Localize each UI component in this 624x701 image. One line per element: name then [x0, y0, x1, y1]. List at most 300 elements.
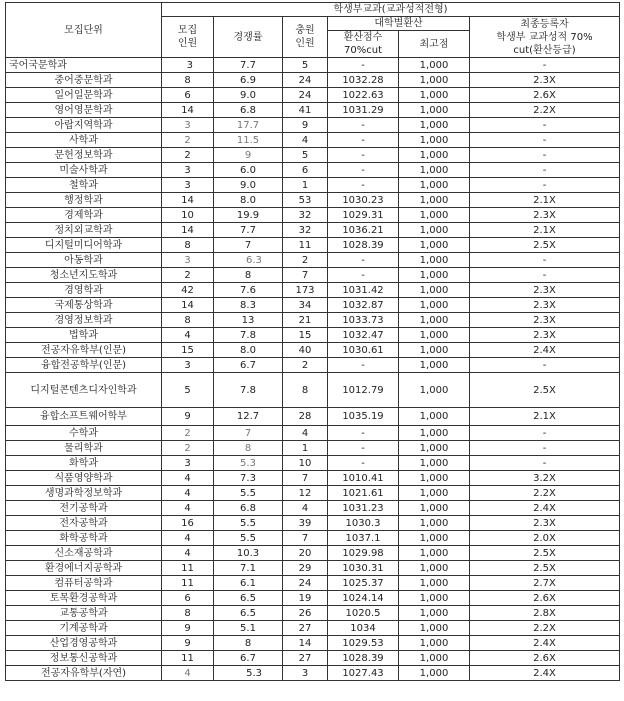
- quota-cell: 4: [162, 666, 214, 681]
- max-score-cell: 1,000: [399, 456, 470, 471]
- competition-cell: 9: [214, 148, 283, 163]
- quota-cell: 15: [162, 343, 214, 358]
- quota-cell: 3: [162, 163, 214, 178]
- filled-cell: 5: [283, 58, 328, 73]
- competition-cell: 19.9: [214, 208, 283, 223]
- unit-cell: 화학과: [6, 456, 162, 471]
- max-score-cell: 1,000: [399, 546, 470, 561]
- final-cell: -: [470, 441, 620, 456]
- max-score-cell: 1,000: [399, 328, 470, 343]
- filled-cell: 29: [283, 561, 328, 576]
- filled-cell: 32: [283, 208, 328, 223]
- unit-cell: 중어중문학과: [6, 73, 162, 88]
- unit-cell: 환경에너지공학과: [6, 561, 162, 576]
- final-cell: 2.4X: [470, 501, 620, 516]
- max-score-cell: 1,000: [399, 531, 470, 546]
- max-score-cell: 1,000: [399, 666, 470, 681]
- max-score-cell: 1,000: [399, 408, 470, 426]
- competition-cell: 6.8: [214, 501, 283, 516]
- competition-cell: 6.7: [214, 651, 283, 666]
- filled-cell: 32: [283, 223, 328, 238]
- max-score-cell: 1,000: [399, 238, 470, 253]
- filled-cell: 41: [283, 103, 328, 118]
- unit-cell: 정치외교학과: [6, 223, 162, 238]
- conv-score-cell: -: [328, 178, 399, 193]
- filled-cell: 39: [283, 516, 328, 531]
- filled-cell: 8: [283, 373, 328, 408]
- max-score-cell: 1,000: [399, 133, 470, 148]
- conv-score-cell: -: [328, 358, 399, 373]
- quota-cell: 9: [162, 621, 214, 636]
- filled-cell: 4: [283, 426, 328, 441]
- final-cell: -: [470, 163, 620, 178]
- conv-score-cell: -: [328, 456, 399, 471]
- unit-cell: 행정학과: [6, 193, 162, 208]
- conv-score-cell: 1024.14: [328, 591, 399, 606]
- unit-cell: 기계공학과: [6, 621, 162, 636]
- max-score-cell: 1,000: [399, 516, 470, 531]
- table-row: [6, 223, 620, 238]
- final-cell: -: [470, 178, 620, 193]
- unit-cell: 디지털미디어학과: [6, 238, 162, 253]
- max-score-cell: 1,000: [399, 486, 470, 501]
- conv-score-cell: 1035.19: [328, 408, 399, 426]
- table-row: [6, 408, 620, 426]
- filled-cell: 7: [283, 531, 328, 546]
- conv-score-cell: 1031.29: [328, 103, 399, 118]
- table-row: [6, 283, 620, 298]
- final-cell: 2.5X: [470, 373, 620, 408]
- table-row: [6, 298, 620, 313]
- unit-cell: 융합소프트웨어학부: [6, 408, 162, 426]
- final-cell: 2.7X: [470, 576, 620, 591]
- final-cell: 2.4X: [470, 666, 620, 681]
- unit-cell: 교통공학과: [6, 606, 162, 621]
- conv-score-cell: -: [328, 118, 399, 133]
- unit-cell: 일어일문학과: [6, 88, 162, 103]
- competition-cell: 5.5: [214, 531, 283, 546]
- conv-score-cell: -: [328, 441, 399, 456]
- header-conv-score-text: 환산점수 70%cut: [343, 32, 383, 56]
- final-cell: 2.3X: [470, 283, 620, 298]
- unit-cell: 디지털콘텐츠디자인학과: [6, 373, 162, 408]
- quota-cell: 14: [162, 298, 214, 313]
- final-cell: 2.0X: [470, 531, 620, 546]
- conv-score-cell: 1030.31: [328, 561, 399, 576]
- filled-cell: 24: [283, 576, 328, 591]
- table-row: [6, 88, 620, 103]
- table-row: [6, 133, 620, 148]
- unit-cell: 수학과: [6, 426, 162, 441]
- quota-cell: 4: [162, 471, 214, 486]
- competition-cell: 6.3: [214, 253, 283, 268]
- final-cell: -: [470, 456, 620, 471]
- filled-cell: 12: [283, 486, 328, 501]
- quota-cell: 8: [162, 73, 214, 88]
- header-unit: 모집단위: [6, 3, 162, 58]
- filled-cell: 1: [283, 178, 328, 193]
- filled-cell: 14: [283, 636, 328, 651]
- conv-score-cell: -: [328, 163, 399, 178]
- quota-cell: 3: [162, 118, 214, 133]
- header-filled-text: 충원 인원: [295, 25, 315, 49]
- header-competition: 경쟁률: [214, 17, 283, 58]
- filled-cell: 26: [283, 606, 328, 621]
- table-row: [6, 666, 620, 681]
- final-cell: 2.3X: [470, 313, 620, 328]
- table-row: [6, 253, 620, 268]
- table-row: [6, 591, 620, 606]
- unit-cell: 전공자유학부(자연): [6, 666, 162, 681]
- max-score-cell: 1,000: [399, 268, 470, 283]
- final-cell: -: [470, 58, 620, 73]
- max-score-cell: 1,000: [399, 223, 470, 238]
- quota-cell: 9: [162, 408, 214, 426]
- quota-cell: 6: [162, 591, 214, 606]
- filled-cell: 28: [283, 408, 328, 426]
- competition-cell: 6.5: [214, 606, 283, 621]
- conv-score-cell: -: [328, 58, 399, 73]
- table-row: [6, 516, 620, 531]
- competition-cell: 6.5: [214, 591, 283, 606]
- table-row: [6, 343, 620, 358]
- max-score-cell: 1,000: [399, 621, 470, 636]
- conv-score-cell: 1020.5: [328, 606, 399, 621]
- max-score-cell: 1,000: [399, 591, 470, 606]
- final-cell: -: [470, 268, 620, 283]
- filled-cell: 27: [283, 621, 328, 636]
- competition-cell: 8: [214, 268, 283, 283]
- quota-cell: 3: [162, 253, 214, 268]
- conv-score-cell: 1029.31: [328, 208, 399, 223]
- unit-cell: 문헌정보학과: [6, 148, 162, 163]
- filled-cell: 9: [283, 118, 328, 133]
- unit-cell: 융합전공학부(인문): [6, 358, 162, 373]
- competition-cell: 8.0: [214, 343, 283, 358]
- conv-score-cell: 1030.3: [328, 516, 399, 531]
- final-cell: 2.1X: [470, 223, 620, 238]
- competition-cell: 7.3: [214, 471, 283, 486]
- filled-cell: 5: [283, 148, 328, 163]
- header-max-score: 최고점: [399, 31, 470, 58]
- final-cell: 2.4X: [470, 636, 620, 651]
- unit-cell: 컴퓨터공학과: [6, 576, 162, 591]
- header-group: 학생부교과(교과성적전형): [162, 3, 620, 17]
- unit-cell: 물리학과: [6, 441, 162, 456]
- conv-score-cell: 1032.87: [328, 298, 399, 313]
- conv-score-cell: 1031.23: [328, 501, 399, 516]
- filled-cell: 6: [283, 163, 328, 178]
- filled-cell: 40: [283, 343, 328, 358]
- conv-score-cell: 1012.79: [328, 373, 399, 408]
- filled-cell: 3: [283, 666, 328, 681]
- conv-score-cell: 1034: [328, 621, 399, 636]
- max-score-cell: 1,000: [399, 193, 470, 208]
- filled-cell: 10: [283, 456, 328, 471]
- header-quota-text: 모집 인원: [177, 25, 198, 49]
- table-row: [6, 651, 620, 666]
- unit-cell: 경제학과: [6, 208, 162, 223]
- max-score-cell: 1,000: [399, 636, 470, 651]
- filled-cell: 34: [283, 298, 328, 313]
- max-score-cell: 1,000: [399, 58, 470, 73]
- conv-score-cell: 1028.39: [328, 651, 399, 666]
- competition-cell: 9.0: [214, 88, 283, 103]
- max-score-cell: 1,000: [399, 253, 470, 268]
- unit-cell: 생명과학정보학과: [6, 486, 162, 501]
- conv-score-cell: -: [328, 268, 399, 283]
- unit-cell: 경영학과: [6, 283, 162, 298]
- max-score-cell: 1,000: [399, 576, 470, 591]
- final-cell: 2.5X: [470, 238, 620, 253]
- table-row: [6, 441, 620, 456]
- competition-cell: 5.5: [214, 486, 283, 501]
- conv-score-cell: 1010.41: [328, 471, 399, 486]
- table-row: [6, 531, 620, 546]
- competition-cell: 6.0: [214, 163, 283, 178]
- filled-cell: 2: [283, 253, 328, 268]
- quota-cell: 3: [162, 178, 214, 193]
- table-row: [6, 456, 620, 471]
- table-row: [6, 58, 620, 73]
- conv-score-cell: 1022.63: [328, 88, 399, 103]
- unit-cell: 국어국문학과: [6, 58, 162, 73]
- unit-cell: 사학과: [6, 133, 162, 148]
- final-cell: 2.2X: [470, 103, 620, 118]
- competition-cell: 10.3: [214, 546, 283, 561]
- final-cell: 2.3X: [470, 516, 620, 531]
- max-score-cell: 1,000: [399, 313, 470, 328]
- final-cell: 2.3X: [470, 208, 620, 223]
- header-univ-conv: 대학별환산: [328, 17, 470, 31]
- final-cell: 2.1X: [470, 193, 620, 208]
- table-row: [6, 561, 620, 576]
- max-score-cell: 1,000: [399, 358, 470, 373]
- max-score-cell: 1,000: [399, 88, 470, 103]
- table-row: [6, 426, 620, 441]
- final-cell: -: [470, 253, 620, 268]
- filled-cell: 11: [283, 238, 328, 253]
- conv-score-cell: 1028.39: [328, 238, 399, 253]
- competition-cell: 7.8: [214, 373, 283, 408]
- conv-score-cell: -: [328, 426, 399, 441]
- header-conv-score: [328, 31, 399, 58]
- conv-score-cell: 1030.23: [328, 193, 399, 208]
- header-final: [470, 17, 620, 58]
- filled-cell: 4: [283, 501, 328, 516]
- max-score-cell: 1,000: [399, 178, 470, 193]
- final-cell: -: [470, 118, 620, 133]
- conv-score-cell: 1029.98: [328, 546, 399, 561]
- final-cell: 2.2X: [470, 486, 620, 501]
- unit-cell: 법학과: [6, 328, 162, 343]
- competition-cell: 7: [214, 426, 283, 441]
- competition-cell: 6.7: [214, 358, 283, 373]
- final-cell: 2.5X: [470, 546, 620, 561]
- conv-score-cell: 1032.47: [328, 328, 399, 343]
- competition-cell: 12.7: [214, 408, 283, 426]
- conv-score-cell: 1029.53: [328, 636, 399, 651]
- table-row: [6, 148, 620, 163]
- competition-cell: 7.7: [214, 58, 283, 73]
- max-score-cell: 1,000: [399, 118, 470, 133]
- competition-cell: 8: [214, 636, 283, 651]
- conv-score-cell: 1036.21: [328, 223, 399, 238]
- final-cell: -: [470, 426, 620, 441]
- competition-cell: 17.7: [214, 118, 283, 133]
- unit-cell: 전기공학과: [6, 501, 162, 516]
- conv-score-cell: 1030.61: [328, 343, 399, 358]
- max-score-cell: 1,000: [399, 373, 470, 408]
- unit-cell: 철학과: [6, 178, 162, 193]
- quota-cell: 4: [162, 328, 214, 343]
- quota-cell: 4: [162, 501, 214, 516]
- max-score-cell: 1,000: [399, 343, 470, 358]
- quota-cell: 3: [162, 456, 214, 471]
- filled-cell: 7: [283, 471, 328, 486]
- filled-cell: 24: [283, 73, 328, 88]
- table-row: [6, 373, 620, 408]
- header-final-text: 최종등록자 학생부 교과성적 70% cut(환산등급): [496, 18, 593, 56]
- max-score-cell: 1,000: [399, 103, 470, 118]
- unit-cell: 신소재공학과: [6, 546, 162, 561]
- table-row: [6, 486, 620, 501]
- unit-cell: 화학공학과: [6, 531, 162, 546]
- max-score-cell: 1,000: [399, 606, 470, 621]
- final-cell: 2.3X: [470, 328, 620, 343]
- conv-score-cell: -: [328, 133, 399, 148]
- quota-cell: 2: [162, 268, 214, 283]
- max-score-cell: 1,000: [399, 73, 470, 88]
- table-body: [6, 58, 620, 681]
- unit-cell: 산업경영공학과: [6, 636, 162, 651]
- table-row: [6, 328, 620, 343]
- table-row: [6, 118, 620, 133]
- quota-cell: 4: [162, 486, 214, 501]
- filled-cell: 173: [283, 283, 328, 298]
- max-score-cell: 1,000: [399, 651, 470, 666]
- table-row: [6, 313, 620, 328]
- table-row: [6, 208, 620, 223]
- quota-cell: 16: [162, 516, 214, 531]
- final-cell: -: [470, 148, 620, 163]
- filled-cell: 27: [283, 651, 328, 666]
- competition-cell: 7.1: [214, 561, 283, 576]
- conv-score-cell: 1027.43: [328, 666, 399, 681]
- header-filled: [283, 17, 328, 58]
- final-cell: 2.6X: [470, 591, 620, 606]
- table-row: [6, 606, 620, 621]
- competition-cell: 13: [214, 313, 283, 328]
- competition-cell: 7.6: [214, 283, 283, 298]
- final-cell: 2.3X: [470, 73, 620, 88]
- filled-cell: 20: [283, 546, 328, 561]
- quota-cell: 14: [162, 223, 214, 238]
- quota-cell: 3: [162, 358, 214, 373]
- table-row: [6, 73, 620, 88]
- final-cell: 2.5X: [470, 561, 620, 576]
- quota-cell: 5: [162, 373, 214, 408]
- quota-cell: 8: [162, 606, 214, 621]
- unit-cell: 아랍지역학과: [6, 118, 162, 133]
- final-cell: 3.2X: [470, 471, 620, 486]
- table-row: [6, 471, 620, 486]
- filled-cell: 19: [283, 591, 328, 606]
- max-score-cell: 1,000: [399, 208, 470, 223]
- unit-cell: 아동학과: [6, 253, 162, 268]
- quota-cell: 2: [162, 148, 214, 163]
- quota-cell: 42: [162, 283, 214, 298]
- quota-cell: 4: [162, 531, 214, 546]
- quota-cell: 9: [162, 636, 214, 651]
- competition-cell: 9.0: [214, 178, 283, 193]
- max-score-cell: 1,000: [399, 441, 470, 456]
- quota-cell: 8: [162, 238, 214, 253]
- competition-cell: 11.5: [214, 133, 283, 148]
- table-row: [6, 576, 620, 591]
- admission-table-container: [5, 2, 620, 681]
- conv-score-cell: 1025.37: [328, 576, 399, 591]
- conv-score-cell: 1031.42: [328, 283, 399, 298]
- table-row: [6, 621, 620, 636]
- quota-cell: 2: [162, 133, 214, 148]
- unit-cell: 전공자유학부(인문): [6, 343, 162, 358]
- admission-results-table: [5, 2, 620, 681]
- table-row: [6, 636, 620, 651]
- quota-cell: 11: [162, 576, 214, 591]
- final-cell: 2.2X: [470, 621, 620, 636]
- conv-score-cell: 1032.28: [328, 73, 399, 88]
- filled-cell: 53: [283, 193, 328, 208]
- quota-cell: 11: [162, 651, 214, 666]
- quota-cell: 2: [162, 441, 214, 456]
- quota-cell: 6: [162, 88, 214, 103]
- final-cell: 2.6X: [470, 651, 620, 666]
- table-row: [6, 193, 620, 208]
- conv-score-cell: 1037.1: [328, 531, 399, 546]
- max-score-cell: 1,000: [399, 561, 470, 576]
- competition-cell: 6.9: [214, 73, 283, 88]
- table-row: [6, 268, 620, 283]
- quota-cell: 3: [162, 58, 214, 73]
- competition-cell: 8.0: [214, 193, 283, 208]
- filled-cell: 4: [283, 133, 328, 148]
- max-score-cell: 1,000: [399, 283, 470, 298]
- unit-cell: 식품영양학과: [6, 471, 162, 486]
- competition-cell: 5.3: [214, 666, 283, 681]
- unit-cell: 정보통신공학과: [6, 651, 162, 666]
- unit-cell: 토목환경공학과: [6, 591, 162, 606]
- unit-cell: 미술사학과: [6, 163, 162, 178]
- table-row: [6, 103, 620, 118]
- max-score-cell: 1,000: [399, 163, 470, 178]
- competition-cell: 8.3: [214, 298, 283, 313]
- final-cell: -: [470, 358, 620, 373]
- quota-cell: 8: [162, 313, 214, 328]
- table-row: [6, 546, 620, 561]
- competition-cell: 5.3: [214, 456, 283, 471]
- competition-cell: 5.5: [214, 516, 283, 531]
- table-row: [6, 163, 620, 178]
- unit-cell: 영어영문학과: [6, 103, 162, 118]
- competition-cell: 7.8: [214, 328, 283, 343]
- final-cell: 2.1X: [470, 408, 620, 426]
- filled-cell: 7: [283, 268, 328, 283]
- competition-cell: 8: [214, 441, 283, 456]
- unit-cell: 경영정보학과: [6, 313, 162, 328]
- max-score-cell: 1,000: [399, 426, 470, 441]
- final-cell: -: [470, 133, 620, 148]
